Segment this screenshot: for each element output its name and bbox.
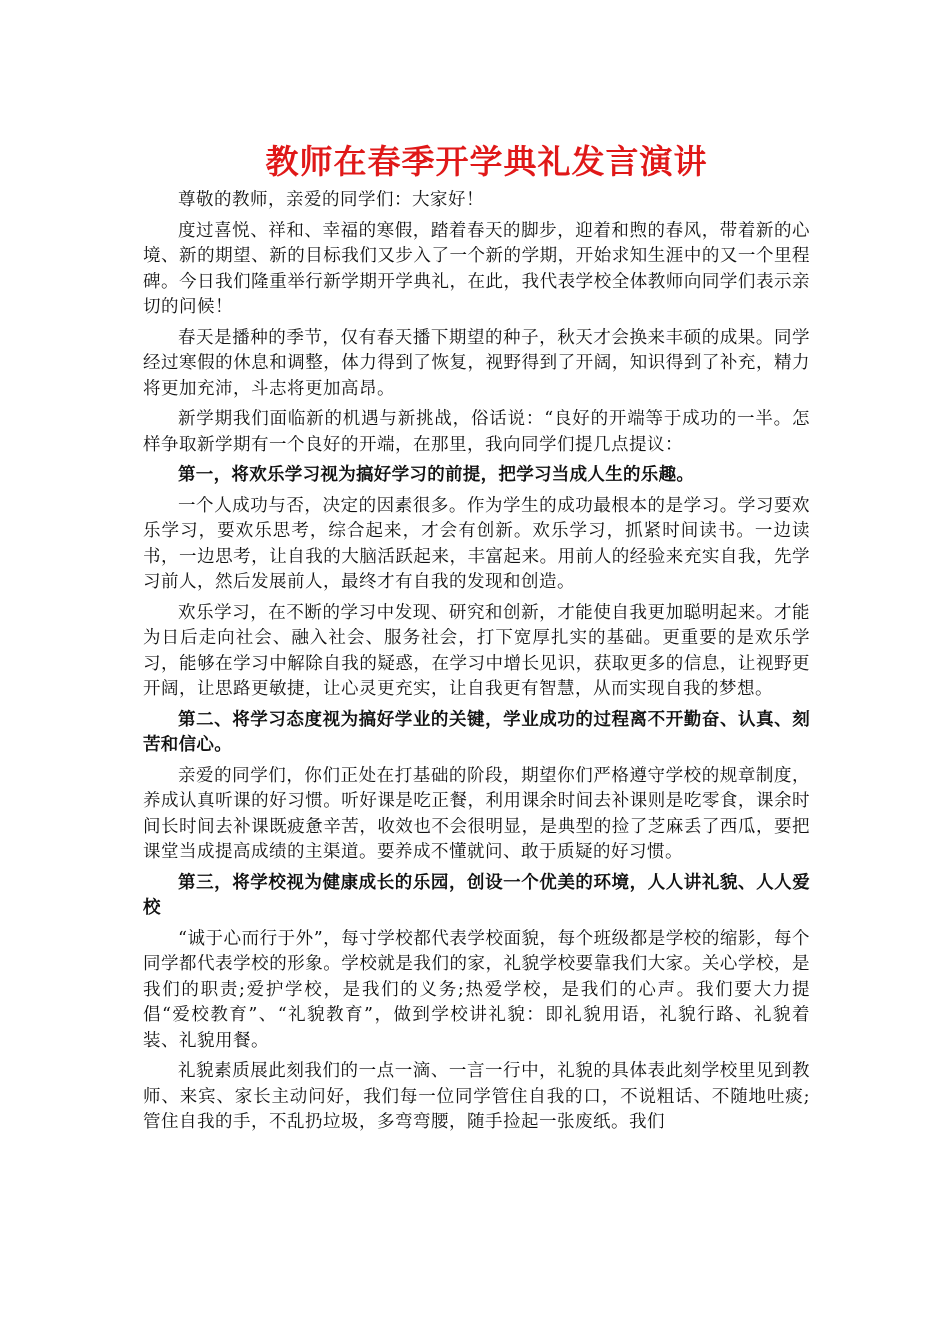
paragraph: 礼貌素质展此刻我们的一点一滴、一言一行中，礼貌的具体表此刻学校里见到教师、来宾、家长主动问好，我们每一位同学管住自我的口，不说粗话、不随地吐痰;管住自我的手，不乱扔垃圾，多弯弯腰，随手捡起一张废纸。我们 <box>143 1061 810 1132</box>
paragraph: 一个人成功与否，决定的因素很多。作为学生的成功最根本的是学习。学习要欢乐学习，要欢乐思考，综合起来，才会有创新。欢乐学习，抓紧时间读书。一边读书，一边思考，让自我的大脑活跃起来，丰富起来。用前人的经验来充实自我，先学习前人，然后发展前人，最终才有自我的发现和创造。 <box>143 495 810 592</box>
section-heading: 第一，将欢乐学习视为搞好学习的前提，把学习当成人生的乐趣。 <box>178 465 695 485</box>
paragraph-greeting: 尊敬的教师，亲爱的同学们：大家好！ <box>178 190 484 210</box>
paragraph: 新学期我们面临新的机遇与新挑战，俗话说：“良好的开端等于成功的一半。怎样争取新学期有一个良好的开端，在那里，我向同学们提几点提议： <box>143 409 810 455</box>
paragraph: “诚于心而行于外”，每寸学校都代表学校面貌，每个班级都是学校的缩影，每个同学都代表学校的形象。学校就是我们的家，礼貌学校要靠我们大家。关心学校，是我们的职责;爱护学校，是我们的义务;热爱学校，是我们的心声。我们要大力提倡“爱校教育”、“礼貌教育”，做到学校讲礼貌：即礼貌用语，礼貌行路、礼貌着装、礼貌用餐。 <box>143 928 810 1051</box>
paragraph: 亲爱的同学们，你们正处在打基础的阶段，期望你们严格遵守学校的规章制度，养成认真听课的好习惯。听好课是吃正餐，利用课余时间去补课则是吃零食，课余时间长时间去补课既疲惫辛苦，收效也不会很明显，是典型的捡了芝麻丢了西瓜，要把课堂当成提高成绩的主渠道。要养成不懂就问、敢于质疑的好习惯。 <box>143 765 810 862</box>
document-title: 教师在春季开学典礼发言演讲 <box>265 142 708 181</box>
paragraph: 欢乐学习，在不断的学习中发现、研究和创新，才能使自我更加聪明起来。才能为日后走向社会、融入社会、服务社会，打下宽厚扎实的基础。更重要的是欢乐学习，能够在学习中解除自我的疑惑，在学习中增长见识，获取更多的信息，让视野更开阔，让思路更敏捷，让心灵更充实，让自我更有智慧，从而实现自我的梦想。 <box>143 602 810 699</box>
section-heading: 第三，将学校视为健康成长的乐园，创设一个优美的环境，人人讲礼貌、人人爱校 <box>143 872 810 918</box>
paragraph: 度过喜悦、祥和、幸福的寒假，踏着春天的脚步，迎着和煦的春风，带着新的心境、新的期望、新的目标我们又步入了一个新的学期，开始求知生涯中的又一个里程碑。今日我们隆重举行新学期开学典礼，在此，我代表学校全体教师向同学们表示亲切的问候！ <box>143 220 810 317</box>
paragraph: 春天是播种的季节，仅有春天播下期望的种子，秋天才会换来丰硕的成果。同学经过寒假的休息和调整，体力得到了恢复，视野得到了开阔，知识得到了补充，精力将更加充沛，斗志将更加高昂。 <box>143 327 810 399</box>
section-heading: 第二、将学习态度视为搞好学业的关键，学业成功的过程离不开勤奋、认真、刻苦和信心。 <box>143 709 810 755</box>
